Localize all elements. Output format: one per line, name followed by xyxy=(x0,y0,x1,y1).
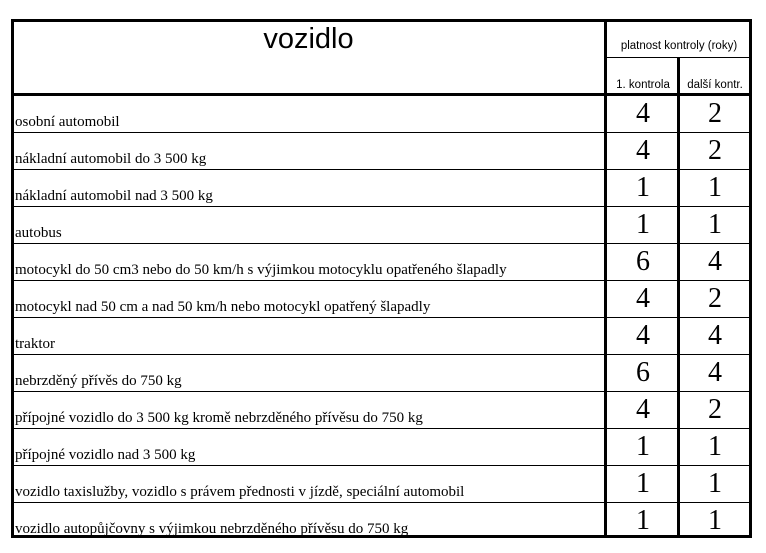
first-inspection-years: 1 xyxy=(636,468,650,499)
first-inspection-years: 4 xyxy=(636,283,650,314)
next-inspection-years: 1 xyxy=(708,431,722,462)
vehicle-label: nákladní automobil nad 3 500 kg xyxy=(15,188,213,204)
vehicle-label: autobus xyxy=(15,225,62,241)
divider-header-body xyxy=(11,93,752,96)
vehicle-label: nákladní automobil do 3 500 kg xyxy=(15,151,207,167)
row-divider xyxy=(11,465,752,466)
vehicle-label: přípojné vozidlo do 3 500 kg kromě nebrzděného přívěsu do 750 kg xyxy=(15,410,423,426)
next-inspection-years: 1 xyxy=(708,505,722,536)
next-inspection-years: 2 xyxy=(708,135,722,166)
row-divider xyxy=(11,354,752,355)
page-title: vozidlo xyxy=(263,23,354,55)
row-divider xyxy=(11,280,752,281)
vehicle-label: motocykl do 50 cm3 nebo do 50 km/h s výjimkou motocyklu opatřeného šlapadly xyxy=(15,262,507,278)
first-inspection-years: 1 xyxy=(636,209,650,240)
vehicle-label: přípojné vozidlo nad 3 500 kg xyxy=(15,447,196,463)
row-divider xyxy=(11,502,752,503)
next-inspection-years: 2 xyxy=(708,394,722,425)
vehicle-label: traktor xyxy=(15,336,55,352)
next-inspection-years: 4 xyxy=(708,246,722,277)
next-inspection-years: 4 xyxy=(708,320,722,351)
first-inspection-years: 1 xyxy=(636,505,650,536)
next-inspection-years: 1 xyxy=(708,468,722,499)
row-divider xyxy=(11,243,752,244)
next-inspection-years: 2 xyxy=(708,98,722,129)
first-inspection-years: 4 xyxy=(636,98,650,129)
first-inspection-years: 4 xyxy=(636,394,650,425)
row-divider xyxy=(11,428,752,429)
next-inspection-years: 1 xyxy=(708,209,722,240)
row-divider xyxy=(11,132,752,133)
first-inspection-years: 6 xyxy=(636,246,650,277)
divider-validity-header xyxy=(606,57,752,58)
next-inspection-years: 4 xyxy=(708,357,722,388)
first-inspection-years: 4 xyxy=(636,135,650,166)
next-inspection-years: 2 xyxy=(708,283,722,314)
first-inspection-header: 1. kontrola xyxy=(616,79,670,91)
vehicle-label: motocykl nad 50 cm a nad 50 km/h nebo motocykl opatřený šlapadly xyxy=(15,299,431,315)
first-inspection-years: 1 xyxy=(636,172,650,203)
validity-header: platnost kontroly (roky) xyxy=(620,40,738,52)
vehicle-label: nebrzděný přívěs do 750 kg xyxy=(15,373,182,389)
first-inspection-years: 4 xyxy=(636,320,650,351)
next-inspection-header: další kontr. xyxy=(687,79,743,91)
vehicle-label: vozidlo autopůjčovny s výjimkou nebrzděného přívěsu do 750 kg xyxy=(15,521,409,537)
row-divider xyxy=(11,206,752,207)
next-inspection-years: 1 xyxy=(708,172,722,203)
vehicle-label: vozidlo taxislužby, vozidlo s právem přednosti v jízdě, speciální automobil xyxy=(15,484,465,500)
first-inspection-years: 6 xyxy=(636,357,650,388)
row-divider xyxy=(11,391,752,392)
row-divider xyxy=(11,317,752,318)
first-inspection-years: 1 xyxy=(636,431,650,462)
vehicle-label: osobní automobil xyxy=(15,114,120,130)
divider-vehicle-column xyxy=(604,19,607,538)
row-divider xyxy=(11,169,752,170)
